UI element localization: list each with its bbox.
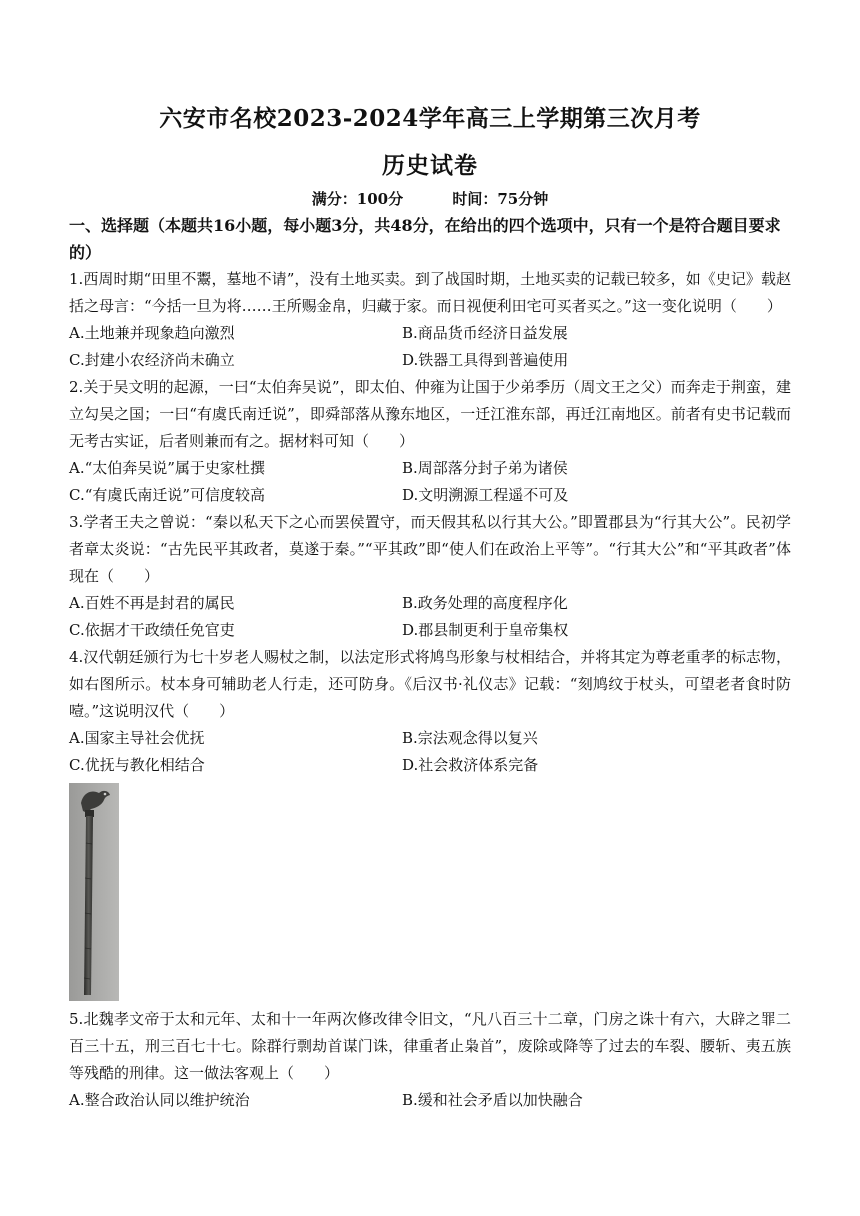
question-2-option-a: A.“太伯奔吴说”属于史家杜撰 — [69, 459, 265, 477]
question-3-option-d: D.郡县制更利于皇帝集权 — [402, 621, 569, 639]
question-3-stem: 3.学者王夫之曾说：“秦以私天下之心而罢侯置守，而天假其私以行其大公。”即置郡县为“行其大公”。民初学者章太炎说：“古先民平其政者，莫遂于秦。”“平其政”即“使人们在政治上平等”。“行其大公”和“平其政者”体现在（ ） — [69, 513, 791, 585]
question-3-option-c: C.依据才干政绩任免官吏 — [69, 621, 235, 639]
exam-title: 六安市名校2023-2024学年高三上学期第三次月考 — [159, 105, 701, 132]
full-score: 满分：100分 — [311, 190, 404, 208]
question-4-stem: 4.汉代朝廷颁行为七十岁老人赐杖之制，以法定形式将鸠鸟形象与杖相结合，并将其定为尊老重孝的标志物，如右图所示。杖本身可辅助老人行走，还可防身。《后汉书·礼仪志》记载：“刻鸠纹于杖头，可望老者食时防噎。”这说明汉代（ ） — [69, 648, 791, 720]
question-1-option-b: B.商品货币经济日益发展 — [402, 324, 568, 342]
question-4-option-a: A.国家主导社会优抚 — [69, 729, 205, 747]
question-3-option-b: B.政务处理的高度程序化 — [402, 594, 568, 612]
dove-staff-image — [69, 783, 119, 1001]
question-3-option-a: A.百姓不再是封君的属民 — [69, 594, 235, 612]
question-4-option-c: C.优抚与教化相结合 — [69, 756, 205, 774]
question-2-option-c: C.“有虞氏南迁说”可信度较高 — [69, 486, 266, 504]
question-2-option-b: B.周部落分封子弟为诸侯 — [402, 459, 568, 477]
question-5-option-a: A.整合政治认同以维护统治 — [69, 1091, 250, 1109]
question-2-option-d: D.文明溯源工程遥不可及 — [402, 486, 569, 504]
question-1-option-a: A.土地兼并现象趋向激烈 — [69, 324, 235, 342]
exam-meta — [0, 188, 860, 209]
question-1-stem: 1.西周时期“田里不鬻，墓地不请”，没有土地买卖。到了战国时期，土地买卖的记载已较多，如《史记》载赵括之母言：“今括一旦为将……王所赐金帛，归藏于家。而日视便利田宅可买者买之。”这一变化说明（ ） — [69, 270, 791, 315]
subject-title: 历史试卷 — [382, 152, 478, 179]
question-5-option-b: B.缓和社会矛盾以加快融合 — [402, 1091, 583, 1109]
section-heading: 一、选择题（本题共16小题，每小题3分，共48分，在给出的四个选项中，只有一个是符合题目要求的） — [69, 216, 781, 262]
question-1-option-d: D.铁器工具得到普遍使用 — [402, 351, 569, 369]
question-4-option-b: B.宗法观念得以复兴 — [402, 729, 538, 747]
question-5-stem: 5.北魏孝文帝于太和元年、太和十一年两次修改律令旧文，“凡八百三十二章，门房之诛十有六，大辟之罪二百三十五，刑三百七十七。除群行剽劫首谋门诛，律重者止枭首”，废除或降等了过去的车裂、腰斩、夷五族等残酷的刑律。这一做法客观上（ ） — [69, 1010, 791, 1082]
time-limit: 时间：75分钟 — [452, 190, 549, 208]
question-1-option-c: C.封建小农经济尚未确立 — [69, 351, 235, 369]
question-2-stem: 2.关于吴文明的起源，一曰“太伯奔吴说”，即太伯、仲雍为让国于少弟季历（周文王之父）而奔走于荆蛮，建立勾吴之国；一曰“有虞氏南迁说”，即舜部落从豫东地区，一迁江淮东部，再迁江南地区。前者有史书记载而无考古实证，后者则兼而有之。据材料可知（ ） — [69, 378, 791, 450]
question-4-option-d: D.社会救济体系完备 — [402, 756, 539, 774]
